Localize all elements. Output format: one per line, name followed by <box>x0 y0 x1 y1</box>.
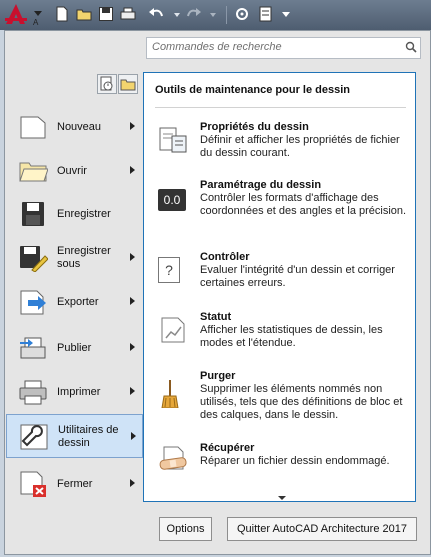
menu-item-exporter[interactable] <box>6 282 143 322</box>
scroll-down-icon[interactable] <box>278 496 286 500</box>
menu-item-label: Nouveau <box>57 121 102 133</box>
redo-dropdown-icon[interactable] <box>206 6 222 22</box>
submenu-arrow-icon <box>130 343 135 351</box>
tool-controler[interactable] <box>158 251 408 291</box>
autocad-logo-icon <box>3 2 47 28</box>
menu-item-label: Exporter <box>57 296 99 308</box>
units-icon: 0.0 <box>158 189 186 211</box>
recent-documents-icon <box>98 75 116 93</box>
menu-item-label: Fermer <box>57 478 93 490</box>
publish-icon <box>18 334 48 362</box>
tool-name: Contrôler <box>200 251 250 263</box>
menu-item-ouvrir[interactable] <box>6 151 143 191</box>
save-as-icon <box>18 244 48 272</box>
tool-description: Définir et afficher les propriétés de fichier du dessin courant. <box>200 134 400 159</box>
submenu-divider <box>155 107 406 108</box>
menu-item-fermer[interactable] <box>6 464 143 504</box>
tool-name: Purger <box>200 370 236 382</box>
menu-item-nouveau[interactable] <box>6 107 143 147</box>
menu-item-label: Enregistrer sous <box>57 245 111 270</box>
submenu-arrow-icon <box>130 122 135 130</box>
wrench-icon <box>19 423 49 451</box>
tool-name: Propriétés du dessin <box>200 121 309 133</box>
close-document-icon <box>18 470 48 498</box>
svg-text:A: A <box>33 18 39 27</box>
workspace-icon[interactable] <box>234 6 250 22</box>
submenu-arrow-icon <box>130 387 135 395</box>
save-icon[interactable] <box>98 6 114 22</box>
tool-name: Statut <box>200 311 232 323</box>
tool-description: Supprimer les éléments nommés non utilisés, tels que des définitions de bloc et des calques, dans le dessin. <box>200 383 403 421</box>
broom-icon <box>158 378 188 408</box>
submenu-arrow-icon <box>131 432 136 440</box>
undo-icon[interactable] <box>148 6 164 22</box>
tool-purger[interactable] <box>158 370 408 424</box>
open-folder-icon <box>18 157 48 185</box>
properties-icon[interactable] <box>258 6 274 22</box>
undo-dropdown-icon[interactable] <box>170 6 186 22</box>
menu-item-imprimer[interactable] <box>6 372 143 412</box>
quick-access-toolbar <box>0 0 431 30</box>
tool-description: Réparer un fichier dessin endommagé. <box>200 455 390 467</box>
print-icon[interactable] <box>120 6 136 22</box>
submenu-arrow-icon <box>130 166 135 174</box>
tool-recuperer[interactable] <box>158 442 408 476</box>
open-documents-button[interactable] <box>118 74 138 94</box>
drawing-properties-icon <box>158 124 188 154</box>
submenu-title: Outils de maintenance pour le dessin <box>155 84 350 96</box>
tool-proprietes-du-dessin[interactable] <box>158 121 408 161</box>
export-icon <box>18 288 48 316</box>
menu-item-enregistrer[interactable] <box>6 194 143 234</box>
audit-question-icon: ? <box>158 257 180 283</box>
toolbar-divider <box>226 6 227 24</box>
tool-parametrage-du-dessin[interactable] <box>158 179 408 233</box>
printer-icon <box>18 378 48 406</box>
submenu-arrow-icon <box>130 253 135 261</box>
recent-documents-button[interactable] <box>97 74 117 94</box>
recover-icon <box>158 445 188 475</box>
redo-icon[interactable] <box>186 6 202 22</box>
menu-item-utilitaires-de-dessin[interactable] <box>6 414 143 458</box>
menu-item-label: Imprimer <box>57 386 101 398</box>
save-disk-icon <box>18 200 48 228</box>
new-document-icon <box>18 113 48 141</box>
menu-item-enregistrer-sous[interactable] <box>6 238 143 278</box>
menu-item-label: Publier <box>57 342 92 354</box>
search-icon[interactable] <box>405 41 417 53</box>
menu-item-publier[interactable] <box>6 328 143 368</box>
options-button[interactable]: Options <box>159 517 212 541</box>
new-file-icon[interactable] <box>54 6 70 22</box>
menu-item-label: Enregistrer <box>57 208 111 220</box>
submenu-arrow-icon <box>130 297 135 305</box>
tool-description: Afficher les statistiques de dessin, les modes et l'étendue. <box>200 324 383 349</box>
quit-autocad-button[interactable]: Quitter AutoCAD Architecture 2017 <box>227 517 417 541</box>
open-folder-icon[interactable] <box>76 6 92 22</box>
menu-item-label: Ouvrir <box>57 165 87 177</box>
drawing-utilities-submenu <box>143 72 416 502</box>
search-input[interactable]: Commandes de recherche <box>152 41 282 53</box>
open-documents-icon <box>119 75 137 93</box>
search-box[interactable] <box>146 37 421 59</box>
tool-description: Contrôler les formats d'affichage des coordonnées et des angles et la précision. <box>200 192 407 217</box>
tool-name: Paramétrage du dessin <box>200 179 322 191</box>
application-menu-button[interactable] <box>3 2 47 28</box>
submenu-arrow-icon <box>130 479 135 487</box>
menu-item-label: Utilitaires de dessin <box>58 424 119 449</box>
status-chart-icon <box>158 314 188 344</box>
tool-statut[interactable] <box>158 311 408 351</box>
tool-name: Récupérer <box>200 442 255 454</box>
customize-toolbar-icon[interactable] <box>278 6 294 22</box>
tool-description: Evaluer l'intégrité d'un dessin et corriger certaines erreurs. <box>200 264 395 289</box>
